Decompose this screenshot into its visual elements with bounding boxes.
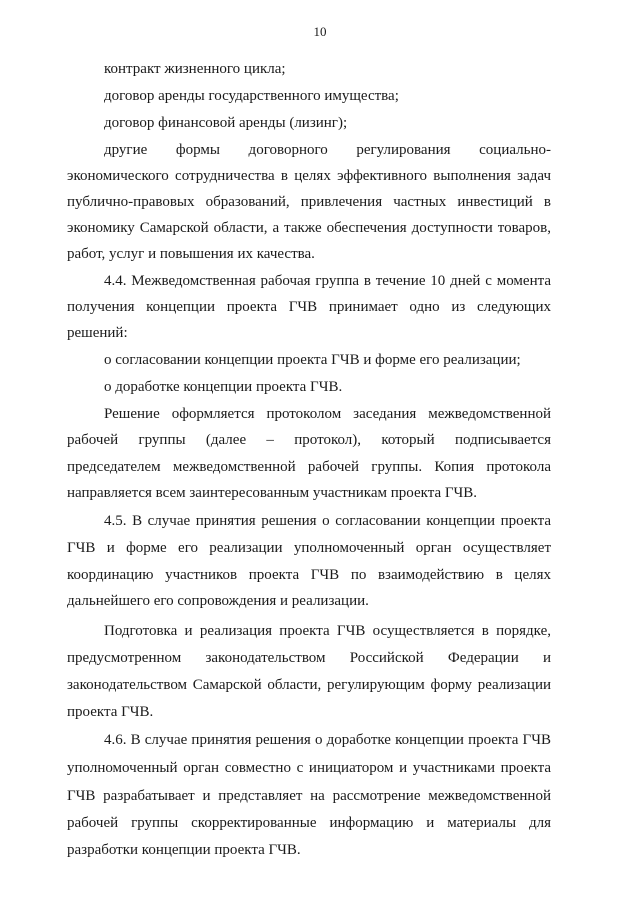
text-line: координацию участников проекта ГЧВ по взаимодействию в целях: [67, 567, 551, 583]
text-line: публично-правовых образований, привлечения частных инвестиций в: [67, 194, 551, 210]
text-line: о согласовании концепции проекта ГЧВ и форме его реализации;: [104, 352, 521, 368]
page-number: 10: [313, 24, 327, 39]
text-line: контракт жизненного цикла;: [104, 61, 286, 77]
text-line: работ, услуг и повышения их качества.: [67, 246, 315, 262]
text-line: другие формы договорного регулирования социально-: [104, 142, 551, 158]
text-line: предусмотренном законодательством Российской Федерации и: [67, 650, 551, 666]
text-line: Подготовка и реализация проекта ГЧВ осуществляется в порядке,: [104, 623, 551, 639]
text-line: 4.4. Межведомственная рабочая группа в течение 10 дней с момента: [104, 273, 551, 289]
text-line: проекта ГЧВ.: [67, 704, 154, 720]
text-line: ГЧВ разрабатывает и представляет на рассмотрение межведомственной: [67, 788, 551, 804]
text-line: рабочей группы скорректированные информацию и материалы для: [67, 815, 551, 831]
text-line: экономику Самарской области, а также обеспечения доступности товаров,: [67, 220, 551, 236]
text-line: ГЧВ и форме его реализации уполномоченный орган осуществляет: [67, 540, 551, 556]
text-line: договор аренды государственного имущества;: [104, 88, 399, 104]
text-line: решений:: [67, 325, 128, 341]
text-line: законодательством Самарской области, регулирующим форму реализации: [67, 677, 551, 693]
text-line: договор финансовой аренды (лизинг);: [104, 115, 348, 131]
text-line: получения концепции проекта ГЧВ принимает одно из следующих: [67, 299, 551, 315]
text-line: направляется всем заинтересованным участникам проекта ГЧВ.: [67, 485, 478, 501]
text-line: 4.6. В случае принятия решения о доработке концепции проекта ГЧВ: [104, 732, 551, 748]
text-line: 4.5. В случае принятия решения о согласовании концепции проекта: [104, 513, 551, 529]
text-line: Решение оформляется протоколом заседания межведомственной: [104, 406, 551, 422]
text-line: о доработке концепции проекта ГЧВ.: [104, 379, 343, 395]
text-line: рабочей группы (далее – протокол), который подписывается: [67, 432, 551, 448]
text-line: председателем межведомственной рабочей группы. Копия протокола: [67, 459, 551, 475]
text-line: уполномоченный орган совместно с инициатором и участниками проекта: [67, 760, 551, 776]
text-line: экономического сотрудничества в целях эффективного выполнения задач: [67, 168, 551, 184]
text-line: разработки концепции проекта ГЧВ.: [67, 842, 301, 858]
text-line: дальнейшего его сопровождения и реализации.: [67, 593, 369, 609]
